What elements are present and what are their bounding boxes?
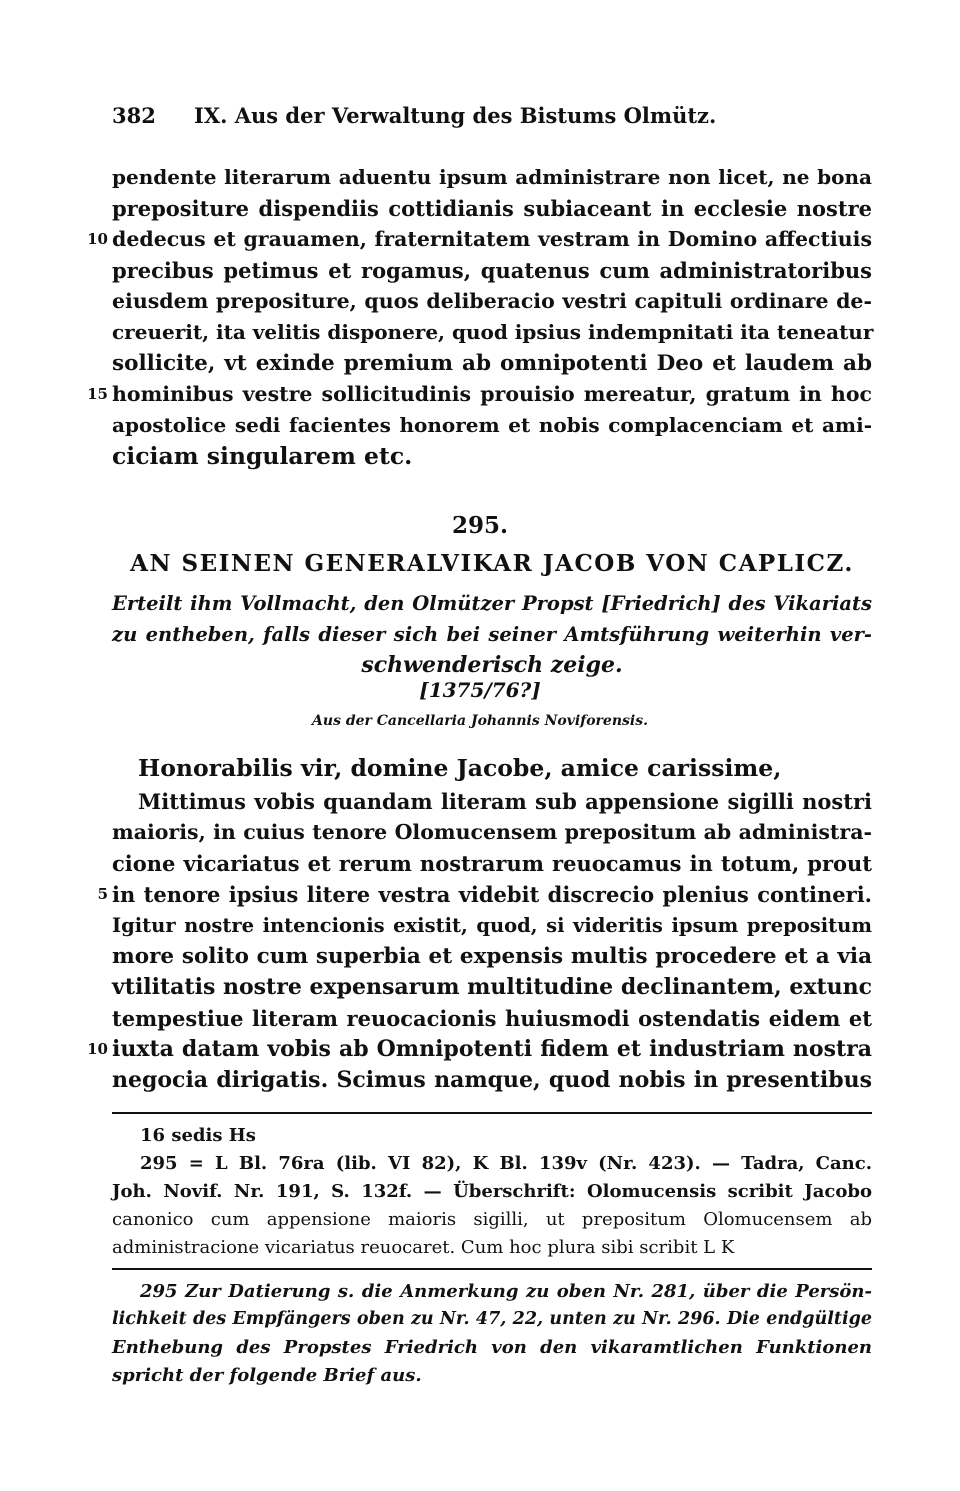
salutation: Honorabilis vir, domine Jacobe, amice carissime, bbox=[138, 754, 782, 782]
commentary-line: lichkeit des Empfängers oben zu Nr. 47, 22, unten zu Nr. 296. Die endgültige bbox=[112, 1309, 872, 1329]
text-line: more solito cum superbia et expensis multis procedere et a via bbox=[112, 944, 872, 969]
text-line: sollicite, vt exinde premium ab omnipotenti Deo et laudem ab bbox=[112, 351, 872, 376]
commentary-line: 295 Zur Datierung s. die Anmerkung zu oben Nr. 281, über die Persön- bbox=[140, 1281, 872, 1302]
line-number: 10 bbox=[87, 1040, 108, 1058]
commentary-divider bbox=[112, 1268, 872, 1270]
document-number: 295. bbox=[451, 512, 509, 539]
apparatus-line: canonico cum appensione maioris sigilli, ut prepositum Olomucensem ab bbox=[112, 1209, 872, 1230]
text-line: Mittimus vobis quandam literam sub appensione sigilli nostri bbox=[138, 789, 872, 814]
text-line: pendente literarum aduentu ipsum administrare non licet, ne bona bbox=[112, 165, 872, 189]
text-line: hominibus vestre sollicitudinis prouisio mereatur, gratum in hoc bbox=[112, 382, 872, 406]
page-number: 382 bbox=[112, 103, 156, 128]
text-line: maioris, in cuius tenore Olomucensem prepositum ab administra- bbox=[112, 820, 872, 844]
text-line: dedecus et grauamen, fraternitatem vestram in Domino affectiuis bbox=[112, 227, 872, 251]
footnote-divider bbox=[112, 1112, 872, 1114]
text-line: prepositure dispendiis cottidianis subiaceant in ecclesie nostre bbox=[112, 196, 872, 221]
text-line: vtilitatis nostre expensarum multitudine declinantem, extunc bbox=[112, 974, 872, 1000]
text-line: cione vicariatus et rerum nostrarum reuocamus in totum, prout bbox=[112, 851, 872, 876]
apparatus-line: 295 = L Bl. 76ra (lib. VI 82), K Bl. 139v (Nr. 423). — Tadra, Canc. bbox=[140, 1153, 872, 1174]
apparatus-line: administracione vicariatus reuocaret. Cum hoc plura sibi scribit L K bbox=[112, 1237, 735, 1258]
text-line: eiusdem prepositure, quos deliberacio vestri capituli ordinare de- bbox=[112, 289, 872, 313]
text-line: tempestiue literam reuocacionis huiusmodi ostendatis eidem et bbox=[112, 1006, 872, 1031]
regest-line: zu entheben, falls dieser sich bei seiner Amtsführung weiterhin ver- bbox=[112, 623, 872, 646]
text-line: Igitur nostre intencionis existit, quod, si videritis ipsum prepositum bbox=[112, 914, 872, 937]
document-date: [1375/76?] bbox=[419, 678, 541, 702]
text-line: iuxta datam vobis ab Omnipotenti fidem et industriam nostra bbox=[112, 1036, 872, 1062]
text-line: precibus petimus et rogamus, quatenus cum administratoribus bbox=[112, 258, 872, 283]
regest-line: schwenderisch zeige. bbox=[361, 652, 623, 678]
text-line: ciciam singularem etc. bbox=[112, 442, 413, 470]
apparatus-line: Joh. Novif. Nr. 191, S. 132f. — Überschrift: Olomucensis scribit Jacobo bbox=[112, 1181, 872, 1202]
text-line: apostolice sedi facientes honorem et nobis complacenciam et ami- bbox=[112, 413, 872, 437]
regest-line: Erteilt ihm Vollmacht, den Olmützer Propst [Friedrich] des Vikariats bbox=[112, 592, 872, 615]
document-heading: AN SEINEN GENERALVIKAR JACOB VON CAPLICZ. bbox=[130, 550, 854, 577]
apparatus-line: 16 sedis Hs bbox=[140, 1125, 256, 1146]
running-title: IX. Aus der Verwaltung des Bistums Olmütz. bbox=[194, 103, 717, 128]
text-line: creuerit, ita velitis disponere, quod ipsius indempnitati ita teneatur bbox=[112, 320, 874, 344]
line-number: 5 bbox=[97, 885, 108, 903]
page-header bbox=[112, 103, 872, 133]
text-line: in tenore ipsius litere vestra videbit discrecio plenius contineri. bbox=[112, 882, 872, 907]
text-line: negocia dirigatis. Scimus namque, quod nobis in presentibus bbox=[112, 1067, 872, 1093]
commentary-line: Enthebung des Propstes Friedrich von den vikaramtlichen Funktionen bbox=[112, 1337, 872, 1358]
line-number: 15 bbox=[87, 385, 108, 403]
commentary-line: spricht der folgende Brief aus. bbox=[112, 1365, 422, 1386]
line-number: 10 bbox=[87, 230, 108, 248]
document-source: Aus der Cancellaria Johannis Noviforensis. bbox=[312, 713, 648, 729]
